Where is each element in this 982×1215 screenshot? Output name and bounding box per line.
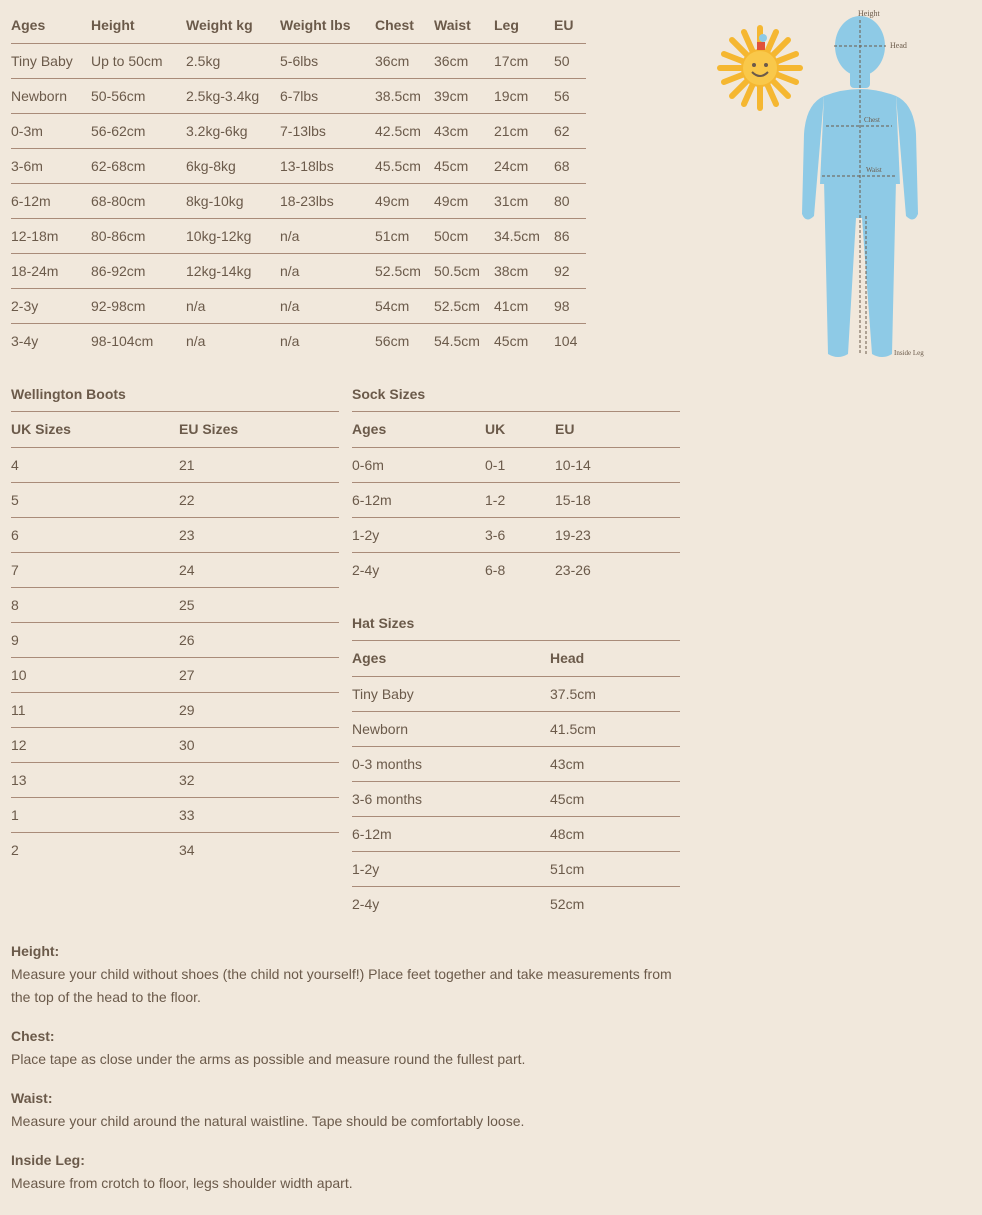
cell: 51cm — [550, 851, 680, 886]
table-row — [352, 746, 680, 781]
cell: 9 — [11, 622, 179, 657]
table-row — [11, 78, 586, 113]
cell: 1-2 — [485, 482, 555, 517]
cell: 2-3y — [11, 288, 91, 323]
cell: 45cm — [434, 148, 494, 183]
table-row — [352, 711, 680, 746]
table-row — [11, 727, 339, 762]
cell: 1-2y — [352, 851, 550, 886]
cell: 3-4y — [11, 332, 39, 349]
cell: 80-86cm — [91, 218, 186, 253]
table-row — [352, 851, 680, 886]
note-inside-leg — [11, 1149, 691, 1195]
cell: 37.5cm — [550, 676, 680, 711]
cell: 18-23lbs — [280, 183, 375, 218]
note-title: Chest: — [11, 1028, 55, 1044]
cell: 10-14 — [555, 447, 680, 482]
header-weight-kg: Weight kg — [186, 8, 280, 43]
cell: 86 — [554, 218, 586, 253]
cell: 52.5cm — [375, 253, 434, 288]
cell: n/a — [186, 288, 280, 323]
cell: 52cm — [550, 895, 585, 912]
cell: 0-1 — [485, 447, 555, 482]
table-row — [11, 218, 586, 253]
cell: 54.5cm — [434, 332, 480, 349]
cell: 13-18lbs — [280, 148, 375, 183]
cell: 50 — [554, 43, 586, 78]
table-row — [11, 148, 586, 183]
cell: 6-12m — [11, 183, 91, 218]
header-chest: Chest — [375, 8, 434, 43]
cell: 12-18m — [11, 218, 91, 253]
table-row — [11, 253, 586, 288]
cell: 10kg-12kg — [186, 218, 280, 253]
cell: 10 — [11, 657, 179, 692]
cell: 49cm — [434, 183, 494, 218]
cell: 5-6lbs — [280, 43, 375, 78]
cell: n/a — [280, 332, 300, 349]
header-sock-ages: Ages — [352, 412, 485, 447]
hat-sizes-table — [352, 641, 680, 921]
cell: Tiny Baby — [11, 43, 91, 78]
cell: Tiny Baby — [352, 676, 550, 711]
note-chest — [11, 1025, 691, 1071]
cell: 6 — [11, 517, 179, 552]
cell: 23-26 — [555, 561, 591, 578]
cell: 24 — [179, 552, 339, 587]
cell: 92-98cm — [91, 288, 186, 323]
cell: 68 — [554, 148, 586, 183]
header-weight-lbs: Weight lbs — [280, 8, 375, 43]
cell: 39cm — [434, 78, 494, 113]
table-row — [11, 622, 339, 657]
table-row — [11, 447, 339, 482]
table-row — [352, 552, 680, 587]
cell: 0-6m — [352, 447, 485, 482]
cell: 12kg-14kg — [186, 253, 280, 288]
cell: 34.5cm — [494, 218, 554, 253]
table-row — [11, 183, 586, 218]
cell: 31cm — [494, 183, 554, 218]
cell: 2-4y — [352, 895, 380, 912]
cell: 56 — [554, 78, 586, 113]
cell: 92 — [554, 253, 586, 288]
cell: 50cm — [434, 218, 494, 253]
cell: 56-62cm — [91, 113, 186, 148]
cell: 6-8 — [485, 561, 506, 578]
cell: 33 — [179, 797, 339, 832]
sock-header-row — [352, 412, 680, 447]
cell: n/a — [186, 332, 206, 349]
cell: 3-6 months — [352, 781, 550, 816]
cell: 45.5cm — [375, 148, 434, 183]
wellington-boots-table — [11, 412, 339, 867]
cell: 1-2y — [352, 517, 485, 552]
cell: 2 — [11, 841, 19, 858]
cell: 25 — [179, 587, 339, 622]
header-waist: Waist — [434, 8, 494, 43]
header-eu-sizes: EU Sizes — [179, 412, 339, 447]
cell: 6kg-8kg — [186, 148, 280, 183]
child-figure-diagram — [706, 4, 946, 364]
table-row — [11, 832, 339, 867]
table-row — [352, 517, 680, 552]
cell: 36cm — [375, 43, 434, 78]
hat-sizes-title: Hat Sizes — [352, 606, 680, 641]
size-chart-header-row — [11, 8, 586, 43]
note-title: Height: — [11, 943, 60, 959]
cell: 19-23 — [555, 517, 680, 552]
table-row — [11, 43, 586, 78]
table-row — [352, 816, 680, 851]
cell: 2.5kg — [186, 43, 280, 78]
wellington-boots-title: Wellington Boots — [11, 377, 339, 412]
cell: 80 — [554, 183, 586, 218]
cell: 1 — [11, 797, 179, 832]
note-text: Measure your child without shoes (the child not yourself!) Place feet together and take measurements from the top of the head to the floor. — [11, 966, 672, 1005]
cell: 6-12m — [352, 482, 485, 517]
cell: 6-7lbs — [280, 78, 375, 113]
cell: 19cm — [494, 78, 554, 113]
header-eu: EU — [554, 8, 586, 43]
cell: 24cm — [494, 148, 554, 183]
cell: 6-12m — [352, 816, 550, 851]
hat-header-row — [352, 641, 680, 676]
note-title: Inside Leg: — [11, 1152, 85, 1168]
note-title: Waist: — [11, 1090, 53, 1106]
table-row — [11, 552, 339, 587]
cell: 17cm — [494, 43, 554, 78]
table-row — [352, 482, 680, 517]
cell: 104 — [554, 332, 578, 349]
cell: 62-68cm — [91, 148, 186, 183]
cell: 12 — [11, 727, 179, 762]
label-waist: Waist — [866, 166, 882, 174]
cell: 36cm — [434, 43, 494, 78]
cell: 0-3 months — [352, 746, 550, 781]
cell: 3.2kg-6kg — [186, 113, 280, 148]
header-sock-uk: UK — [485, 412, 555, 447]
table-row — [11, 288, 586, 323]
cell: 22 — [179, 482, 339, 517]
sock-sizes-table — [352, 412, 680, 587]
cell: 11 — [11, 692, 179, 727]
cell: 5 — [11, 482, 179, 517]
cell: Newborn — [352, 711, 550, 746]
header-hat-ages: Ages — [352, 641, 550, 676]
cell: 32 — [179, 762, 339, 797]
cell: 38.5cm — [375, 78, 434, 113]
cell: 45cm — [550, 781, 680, 816]
cell: 52.5cm — [434, 288, 494, 323]
cell: 7 — [11, 552, 179, 587]
note-height — [11, 940, 691, 1009]
measurement-notes — [11, 940, 691, 1211]
cell: 54cm — [375, 288, 434, 323]
table-row — [11, 113, 586, 148]
label-height: Height — [858, 9, 880, 18]
cell: 86-92cm — [91, 253, 186, 288]
cell: 98-104cm — [91, 332, 154, 349]
cell: 34 — [179, 841, 195, 858]
cell: 62 — [554, 113, 586, 148]
cell: 68-80cm — [91, 183, 186, 218]
cell: 43cm — [434, 113, 494, 148]
cell: 41.5cm — [550, 711, 680, 746]
table-row — [11, 692, 339, 727]
cell: n/a — [280, 288, 375, 323]
cell: n/a — [280, 218, 375, 253]
cell: 29 — [179, 692, 339, 727]
cell: 8 — [11, 587, 179, 622]
cell: 23 — [179, 517, 339, 552]
cell: 21cm — [494, 113, 554, 148]
cell: 43cm — [550, 746, 680, 781]
cell: 41cm — [494, 288, 554, 323]
cell: 49cm — [375, 183, 434, 218]
note-text: Place tape as close under the arms as possible and measure round the fullest part. — [11, 1051, 526, 1067]
header-uk-sizes: UK Sizes — [11, 412, 179, 447]
size-chart-table — [11, 8, 586, 358]
table-row — [11, 587, 339, 622]
cell: 42.5cm — [375, 113, 434, 148]
cell: 21 — [179, 447, 339, 482]
cell: 56cm — [375, 332, 410, 349]
cell: 50.5cm — [434, 253, 494, 288]
cell: 0-3m — [11, 113, 91, 148]
cell: n/a — [280, 253, 375, 288]
cell: Newborn — [11, 78, 91, 113]
measurement-illustration — [706, 4, 946, 364]
cell: 4 — [11, 447, 179, 482]
label-inside-leg: Inside Leg — [894, 349, 924, 357]
table-row — [11, 482, 339, 517]
header-sock-eu: EU — [555, 412, 680, 447]
cell: 3-6 — [485, 517, 555, 552]
cell: 2-4y — [352, 561, 380, 578]
cell: 45cm — [494, 332, 529, 349]
table-row — [352, 676, 680, 711]
cell: 27 — [179, 657, 339, 692]
cell: 48cm — [550, 816, 680, 851]
table-row — [11, 797, 339, 832]
label-chest: Chest — [864, 116, 880, 124]
header-ages: Ages — [11, 8, 91, 43]
cell: 7-13lbs — [280, 113, 375, 148]
cell: 18-24m — [11, 253, 91, 288]
table-row — [11, 517, 339, 552]
cell: 30 — [179, 727, 339, 762]
cell: 26 — [179, 622, 339, 657]
cell: 13 — [11, 762, 179, 797]
cell: Up to 50cm — [91, 43, 186, 78]
header-hat-head: Head — [550, 641, 680, 676]
note-waist — [11, 1087, 691, 1133]
table-row — [352, 447, 680, 482]
table-row — [352, 886, 680, 921]
table-row — [11, 323, 586, 358]
table-row — [11, 657, 339, 692]
header-leg: Leg — [494, 8, 554, 43]
cell: 38cm — [494, 253, 554, 288]
header-height: Height — [91, 8, 186, 43]
cell: 2.5kg-3.4kg — [186, 78, 280, 113]
cell: 98 — [554, 288, 586, 323]
sock-sizes-title: Sock Sizes — [352, 377, 680, 412]
wellington-header-row — [11, 412, 339, 447]
cell: 3-6m — [11, 148, 91, 183]
label-head: Head — [890, 41, 907, 50]
note-text: Measure your child around the natural waistline. Tape should be comfortably loose. — [11, 1113, 525, 1129]
sun-icon — [720, 28, 800, 108]
table-row — [11, 762, 339, 797]
cell: 50-56cm — [91, 78, 186, 113]
cell: 8kg-10kg — [186, 183, 280, 218]
cell: 51cm — [375, 218, 434, 253]
note-text: Measure from crotch to floor, legs shoulder width apart. — [11, 1175, 353, 1191]
cell: 15-18 — [555, 482, 680, 517]
table-row — [352, 781, 680, 816]
